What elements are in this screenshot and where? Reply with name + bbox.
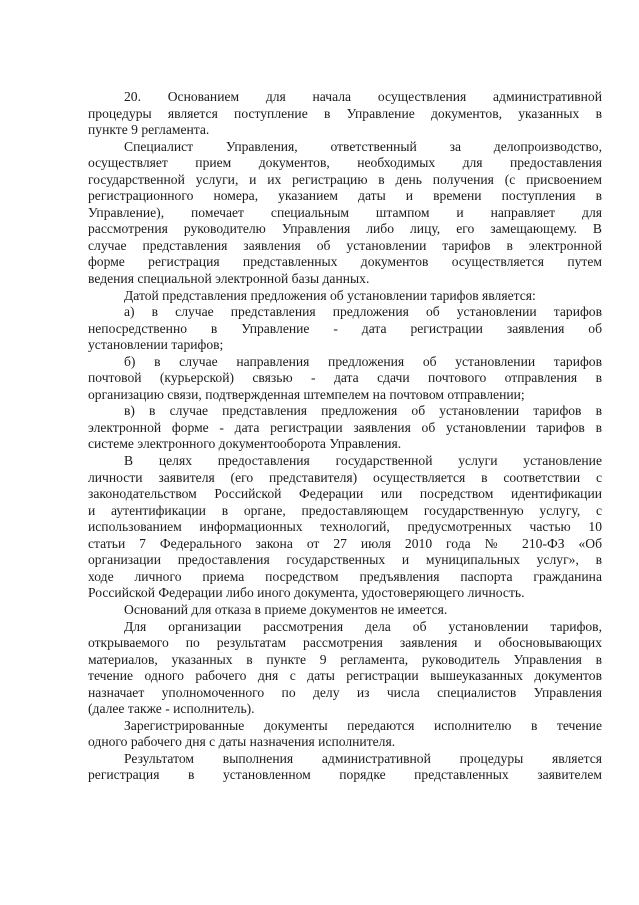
text-line: открываемого по результатам рассмотрения заявления и обосновывающих: [88, 635, 602, 651]
paragraph-submission-date: [88, 288, 602, 305]
text-line: назначает уполномоченного по делу из числа специалистов Управления: [88, 684, 602, 700]
text-line: статьи 7 Федерального закона от 27 июля 2010 года № 210-ФЗ «Об: [88, 535, 602, 551]
text-line: в) в случае представления предложения об установлении тарифов в: [124, 403, 602, 419]
text-line: личности заявителя (его представителя) осуществляется в соответствии с: [88, 469, 602, 485]
text-line: электронной форме - дата регистрации заявления об установлении тарифов в: [88, 419, 602, 435]
text-line: а) в случае представления предложения об установлении тарифов: [124, 304, 602, 320]
text-line: Оснований для отказа в приеме документов не имеется.: [124, 601, 448, 617]
paragraph-result: [88, 751, 602, 784]
text-line: системе электронного документооборота Управления.: [88, 436, 402, 452]
paragraph-item-v: [88, 403, 602, 453]
text-line: и аутентификации в органе, предоставляющем государственную услугу, с: [88, 502, 602, 518]
text-line: Специалист Управления, ответственный за делопроизводство,: [124, 138, 602, 154]
text-line: ходе личного приема посредством предъявления паспорта гражданина: [88, 568, 602, 584]
text-line: течение одного рабочего дня с даты регистрации вышеуказанных документов: [88, 668, 602, 684]
document-page: [88, 89, 602, 784]
text-line: пункте 9 регламента.: [88, 122, 210, 138]
text-line: регистрация в установленном порядке представленных заявителем: [88, 767, 602, 783]
paragraph-20: [88, 89, 602, 139]
text-line: осуществляет прием документов, необходимых для предоставления: [88, 155, 602, 171]
text-line: рассмотрения руководителю Управления либо лицу, его замещающему. В: [88, 221, 602, 237]
paragraph-identity: [88, 453, 602, 602]
text-line: использованием информационных технологий, предусмотренных частью 10: [88, 519, 602, 535]
text-line: В целях предоставления государственной услуги установление: [124, 453, 602, 469]
text-line: ведения специальной электронной базы данных.: [88, 271, 370, 287]
text-line: Для организации рассмотрения дела об установлении тарифов,: [124, 618, 602, 634]
text-line: 20. Основанием для начала осуществления административной: [124, 89, 602, 104]
text-line: почтовой (курьерской) связью - дата сдачи почтового отправления в: [88, 370, 602, 386]
text-line: государственной услуги, и их регистрацию в день получения (с присвоением: [88, 171, 602, 187]
text-line: Датой представления предложения об установлении тарифов является:: [124, 287, 536, 303]
text-line: Управление), помечает специальным штампом и направляет для: [88, 204, 602, 220]
text-line: организацию связи, подтвержденная штемпелем на почтовом отправлении;: [88, 386, 525, 402]
text-line: процедуры является поступление в Управление документов, указанных в: [88, 105, 602, 121]
paragraph-item-a: [88, 304, 602, 354]
paragraph-executor: [88, 619, 602, 718]
text-line: законодательством Российской Федерации или посредством идентификации: [88, 486, 602, 502]
text-line: материалов, указанных в пункте 9 регламента, руководитель Управления в: [88, 651, 602, 667]
text-line: организации предоставления государственных и муниципальных услуг», в: [88, 552, 602, 568]
text-line: б) в случае направления предложения об установлении тарифов: [124, 353, 602, 369]
text-line: одного рабочего дня с даты назначения исполнителя.: [88, 734, 396, 750]
text-line: форме регистрация представленных документов осуществляется путем: [88, 254, 602, 270]
text-line: случае представления заявления об установлении тарифов в электронной: [88, 237, 602, 253]
text-line: (далее также - исполнитель).: [88, 701, 255, 717]
paragraph-refusal: [88, 602, 602, 619]
text-line: Российской Федерации либо иного документа, удостоверяющего личность.: [88, 585, 525, 601]
text-line: Зарегистрированные документы передаются исполнителю в течение: [124, 717, 602, 733]
text-line: установлении тарифов;: [88, 337, 224, 353]
text-line: Результатом выполнения административной процедуры является: [124, 750, 602, 766]
text-line: регистрационного номера, указанием даты и времени поступления в: [88, 188, 602, 204]
paragraph-item-b: [88, 354, 602, 404]
paragraph-specialist: [88, 139, 602, 288]
text-line: непосредственно в Управление - дата регистрации заявления об: [88, 320, 602, 336]
paragraph-transfer: [88, 718, 602, 751]
